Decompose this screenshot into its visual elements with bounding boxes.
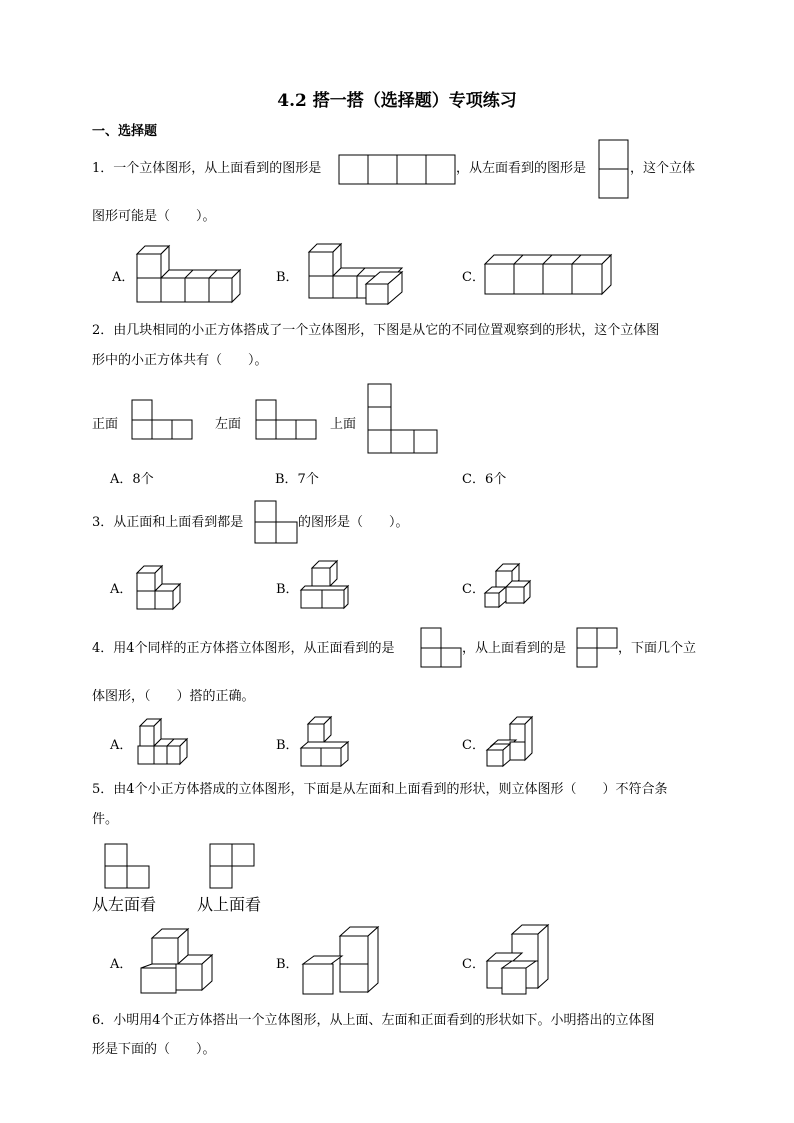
q1-text-b: ，从左面看到的图形是: [456, 161, 587, 176]
q5-option-a[interactable]: A．: [110, 957, 133, 972]
q1-option-b-figure: [308, 242, 408, 304]
q5-text-a: 5．由4个小正方体搭成的立体图形，下面是从左面和上面看到的形状，则立体图形（ ）不符合条: [92, 782, 668, 797]
q4-option-c[interactable]: C．: [462, 738, 485, 753]
q3-option-b-figure: [300, 560, 350, 610]
section-heading: 一、选择题: [92, 124, 158, 139]
q4-option-a[interactable]: A．: [110, 738, 133, 753]
q1-option-a[interactable]: A．: [112, 270, 135, 285]
q1-option-c-figure: [484, 254, 612, 296]
q3-option-b[interactable]: B．: [276, 582, 299, 597]
q4-option-b[interactable]: B．: [276, 738, 299, 753]
q2-text-b: 形中的小正方体共有（ ）。: [92, 353, 268, 368]
q4-option-c-figure: [486, 716, 538, 766]
q1-top-view-figure: [338, 154, 458, 186]
q1-option-b[interactable]: B．: [276, 270, 299, 285]
q1-left-view-figure: [598, 139, 630, 199]
q6-text-a: 6．小明用4个正方体搭出一个立体图形，从上面、左面和正面看到的形状如下。小明搭出的立体图: [92, 1013, 655, 1028]
q1-text-a: 1．一个立体图形，从上面看到的图形是: [92, 161, 322, 176]
q5-option-a-figure: [140, 928, 214, 994]
q2-option-b[interactable]: B．7个: [275, 472, 319, 487]
q1-option-c[interactable]: C．: [462, 270, 485, 285]
q5-option-c[interactable]: C．: [462, 957, 485, 972]
q5-top-view-figure: [209, 843, 257, 889]
q4-text-b: ，从上面看到的是: [462, 641, 567, 656]
q4-front-view-figure: [420, 627, 464, 669]
q5-text-b: 件。: [92, 812, 119, 827]
q5-view-label-left: 从左面看: [92, 895, 157, 914]
q4-text-c: ，下面几个立: [618, 641, 697, 656]
q5-option-c-figure: [486, 924, 556, 996]
q2-text-a: 2．由几块相同的小正方体搭成了一个立体图形，下图是从它的不同位置观察到的形状，这个立体图: [92, 323, 660, 338]
q4-option-b-figure: [300, 716, 352, 766]
q5-option-b[interactable]: B．: [276, 957, 299, 972]
q2-top-view-figure: [367, 383, 439, 455]
q3-text-a: 3．从正面和上面看到都是: [92, 515, 244, 530]
q4-text-d: 体图形，（ ）搭的正确。: [92, 689, 255, 704]
q2-view-label-left: 左面: [215, 417, 242, 432]
q1-option-a-figure: [136, 244, 240, 302]
q2-front-view-figure: [131, 399, 193, 441]
q3-view-figure: [254, 500, 298, 544]
q4-text-a: 4．用4个同样的正方体搭立体图形，从正面看到的是: [92, 641, 395, 656]
q5-view-label-top: 从上面看: [197, 895, 262, 914]
q1-text-d: 图形可能是（ ）。: [92, 209, 216, 224]
q5-option-b-figure: [302, 926, 380, 996]
q2-view-label-top: 上面: [330, 417, 357, 432]
q3-option-a[interactable]: A．: [110, 582, 133, 597]
q3-option-c-figure: [484, 563, 534, 607]
q4-top-view-figure: [576, 627, 620, 669]
q3-option-c[interactable]: C．: [462, 582, 485, 597]
q2-left-view-figure: [255, 399, 317, 441]
q2-option-a[interactable]: A．8个: [110, 472, 154, 487]
q2-view-label-front: 正面: [92, 417, 119, 432]
q4-option-a-figure: [137, 718, 189, 764]
q6-text-b: 形是下面的（ ）。: [92, 1042, 216, 1057]
q3-option-a-figure: [136, 565, 184, 607]
q3-text-b: 的图形是（ ）。: [298, 515, 409, 530]
q1-text-c: ，这个立体: [630, 161, 696, 176]
page-title: 4.2 搭一搭（选择题）专项练习: [277, 91, 517, 111]
q2-option-c[interactable]: C．6个: [462, 472, 507, 487]
q5-left-view-figure: [104, 843, 152, 889]
